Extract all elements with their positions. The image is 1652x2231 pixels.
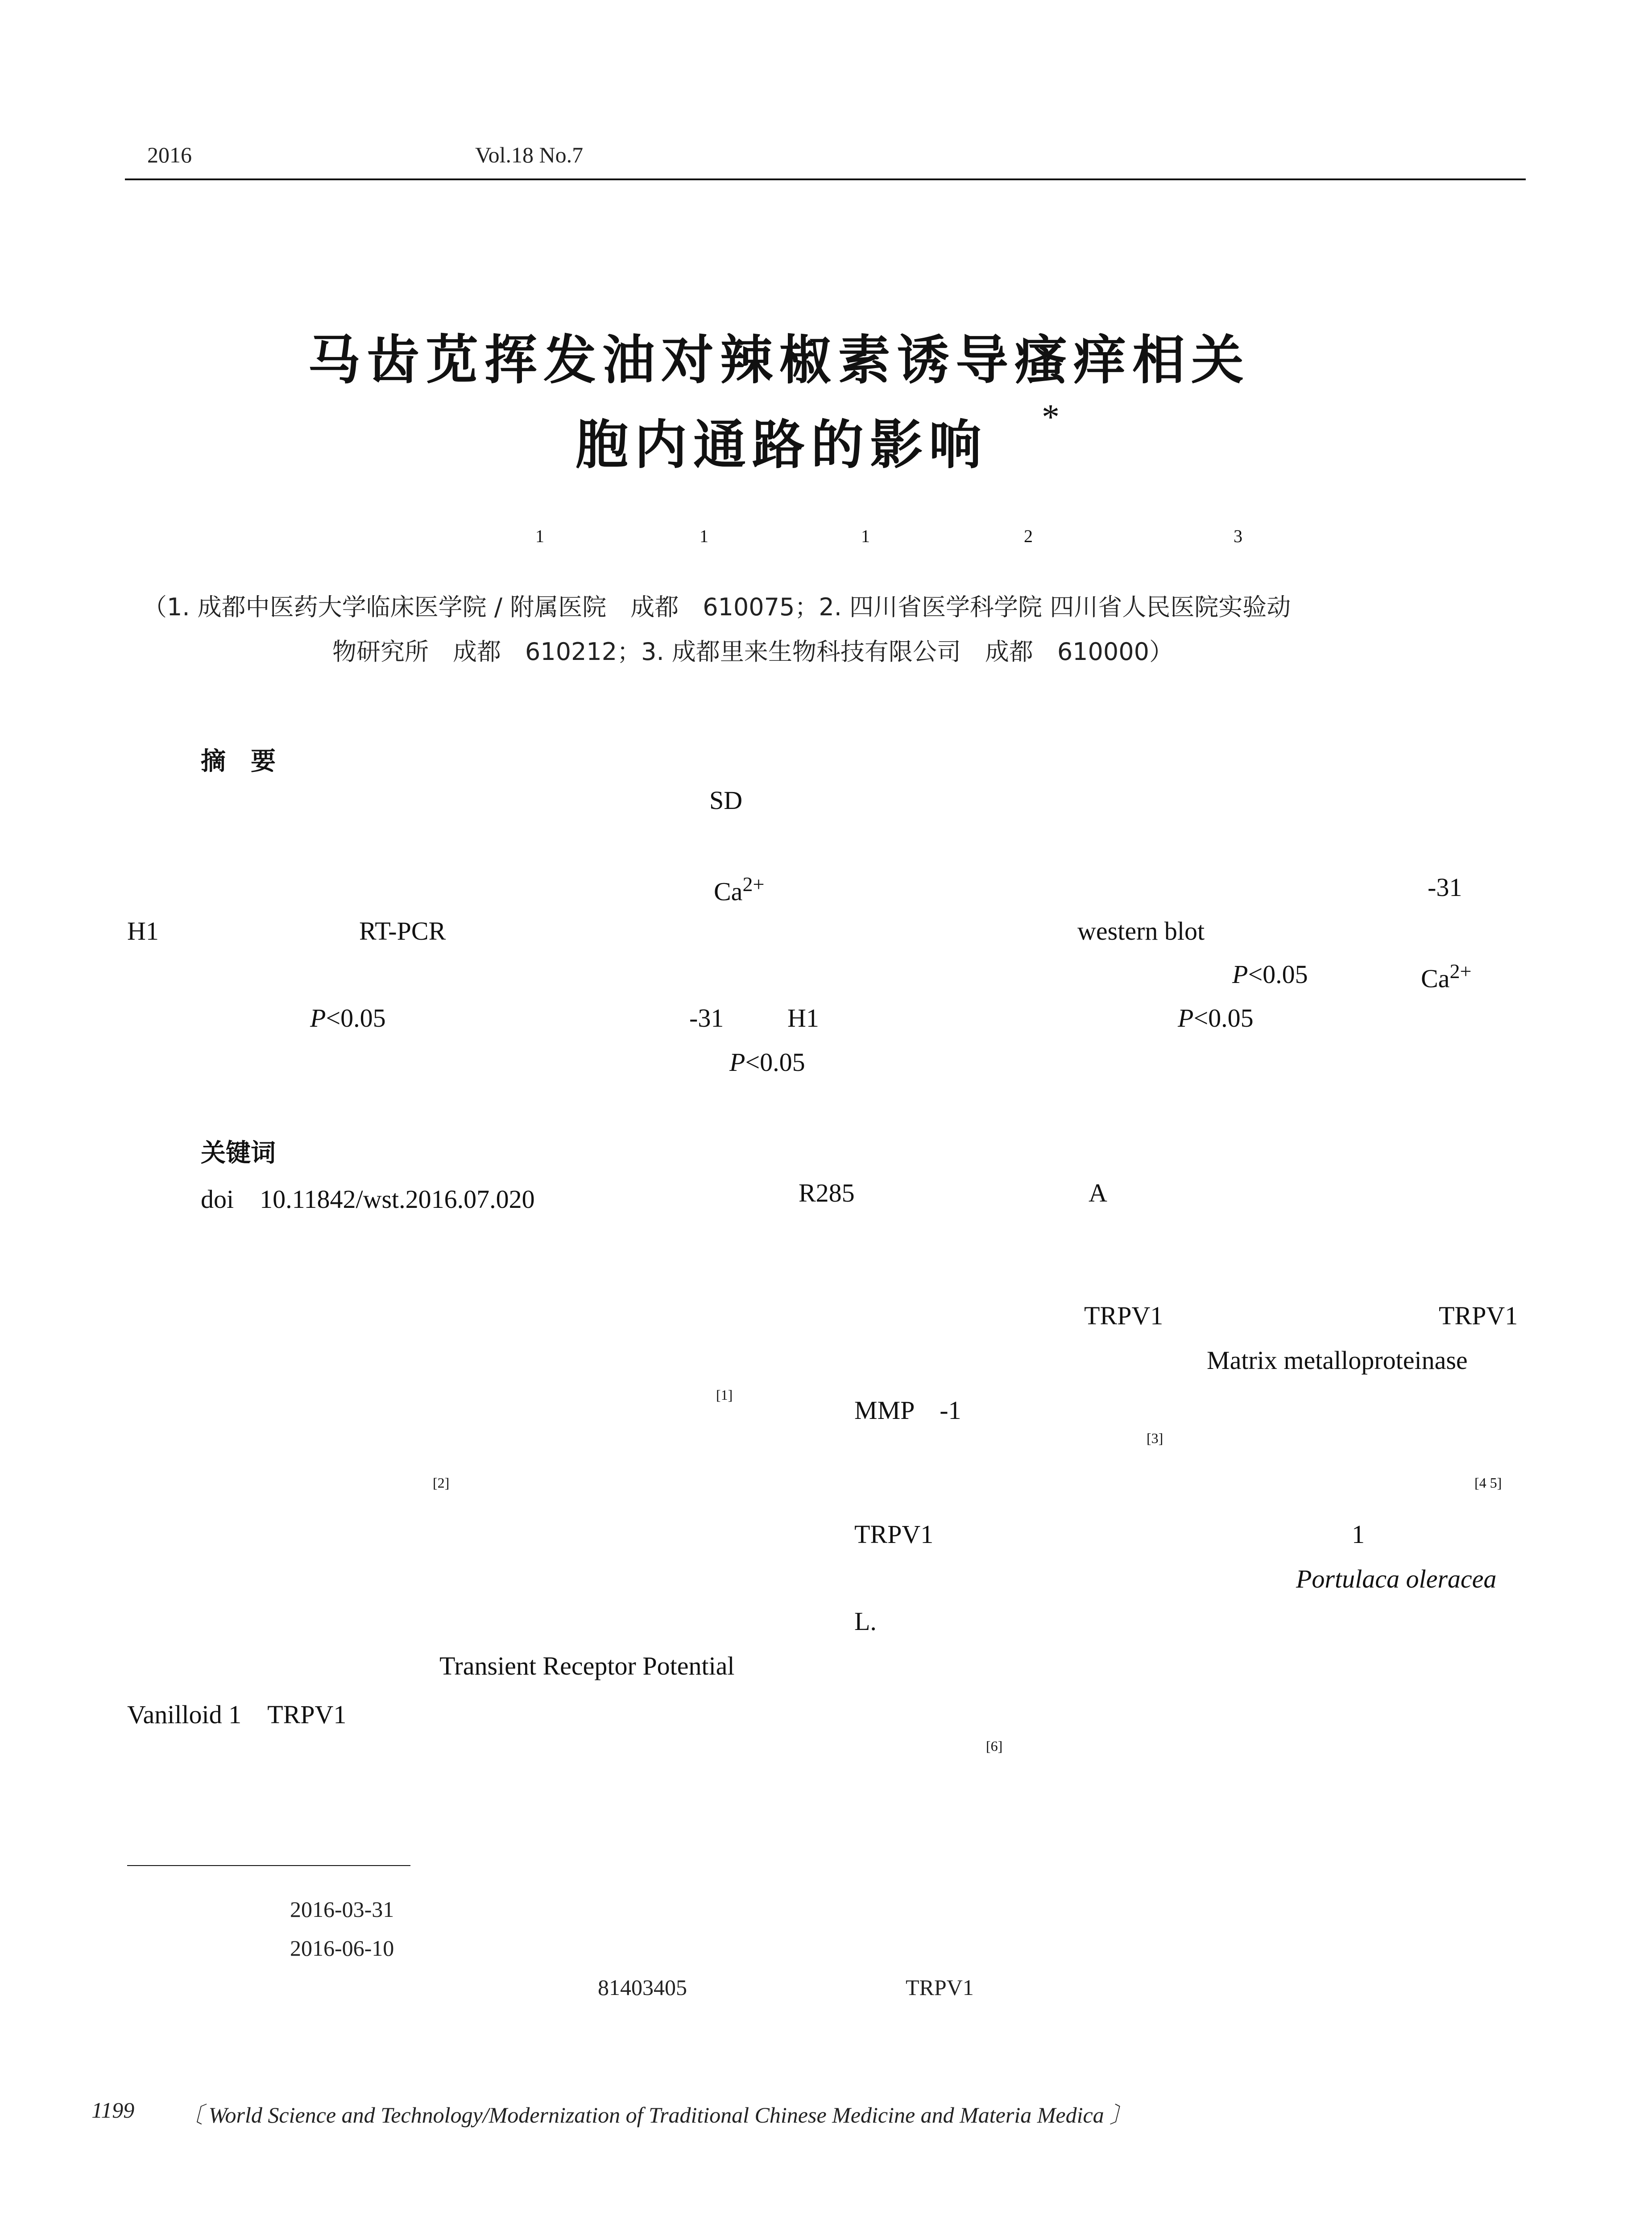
body-vanilloid: Vanilloid 1 TRPV1 xyxy=(127,1700,347,1729)
clc-number: R285 xyxy=(799,1178,855,1207)
body-trpv1-3: TRPV1 xyxy=(854,1520,934,1549)
body-number-1: 1 xyxy=(1352,1520,1365,1549)
header-year: 2016 xyxy=(147,142,192,167)
affiliation-line-1: （1. 成都中医药大学临床医学院 / 附属医院 成都 610075；2. 四川省医学科学院 四川省人民医院实验动 xyxy=(143,593,1291,621)
author-sup-1: 1 xyxy=(535,526,544,546)
author-sup-2: 1 xyxy=(700,526,708,546)
body-trpv1-1: TRPV1 xyxy=(1084,1301,1163,1330)
body-mmp-full: Matrix metalloproteinase xyxy=(1207,1346,1468,1375)
body-portulaca: Portulaca oleracea xyxy=(1296,1564,1497,1593)
abstract-p-3: P<0.05 xyxy=(1178,1004,1254,1033)
author-sup-5: 3 xyxy=(1234,526,1242,546)
footnote-rule xyxy=(127,1865,410,1866)
document-code: A xyxy=(1089,1178,1107,1207)
footnote-trpv1: TRPV1 xyxy=(906,1975,974,2000)
abstract-h1-2: H1 xyxy=(787,1004,819,1033)
title-line-2: 胞内通路的影响 xyxy=(576,414,988,476)
body-ref-6: [6] xyxy=(986,1738,1003,1754)
abstract-h1-1: H1 xyxy=(127,916,159,945)
footnote-received: 2016-03-31 xyxy=(290,1897,394,1922)
abstract-rtpcr: RT-PCR xyxy=(359,916,446,945)
title-footnote-mark: * xyxy=(1042,398,1060,437)
abstract-p-4: P<0.05 xyxy=(729,1048,805,1077)
abstract-minus31-2: -31 xyxy=(689,1004,724,1033)
abstract-ca-2: $Ca^{2+}$ xyxy=(1421,960,1472,993)
affiliation-line-2: 物研究所 成都 610212；3. 成都里来生物科技有限公司 成都 610000） xyxy=(332,638,1173,666)
abstract-p-1: P<0.05 xyxy=(1232,960,1308,989)
abstract-p-2: P<0.05 xyxy=(310,1004,386,1033)
body-trp-full: Transient Receptor Potential xyxy=(439,1651,735,1680)
body-ref-3: [3] xyxy=(1147,1430,1163,1446)
title-line-1: 马齿苋挥发油对辣椒素诱导瘙痒相关 xyxy=(308,329,1250,391)
abstract-minus31-1: -31 xyxy=(1428,873,1462,902)
abstract-western-blot: western blot xyxy=(1077,916,1205,945)
body-ref-2: [2] xyxy=(433,1475,450,1491)
keywords-heading: 关键词 xyxy=(201,1139,276,1168)
body-mmp: MMP -1 xyxy=(854,1396,961,1425)
abstract-ca-1: $Ca^{2+}$ xyxy=(714,873,765,906)
body-trpv1-2: TRPV1 xyxy=(1439,1301,1518,1330)
body-ref-4-5: [4 5] xyxy=(1474,1475,1502,1491)
author-sup-4: 2 xyxy=(1024,526,1033,546)
footer-journal: 〔 World Science and Technology/Modernization of Traditional Chinese Medicine and Materia Medica 〕 xyxy=(181,2102,1132,2127)
author-sup-3: 1 xyxy=(861,526,870,546)
footnote-grant: 81403405 xyxy=(598,1975,687,2000)
body-l: L. xyxy=(854,1607,877,1636)
footer-page-number: 1199 xyxy=(91,2098,135,2123)
header-rule xyxy=(125,178,1526,180)
header-volume: Vol.18 No.7 xyxy=(475,142,584,167)
body-ref-1: [1] xyxy=(716,1387,733,1403)
abstract-sd: SD xyxy=(709,786,743,815)
footnote-revised: 2016-06-10 xyxy=(290,1936,394,1961)
doi: doi 10.11842/wst.2016.07.020 xyxy=(201,1185,535,1214)
abstract-heading: 摘 要 xyxy=(201,747,276,776)
